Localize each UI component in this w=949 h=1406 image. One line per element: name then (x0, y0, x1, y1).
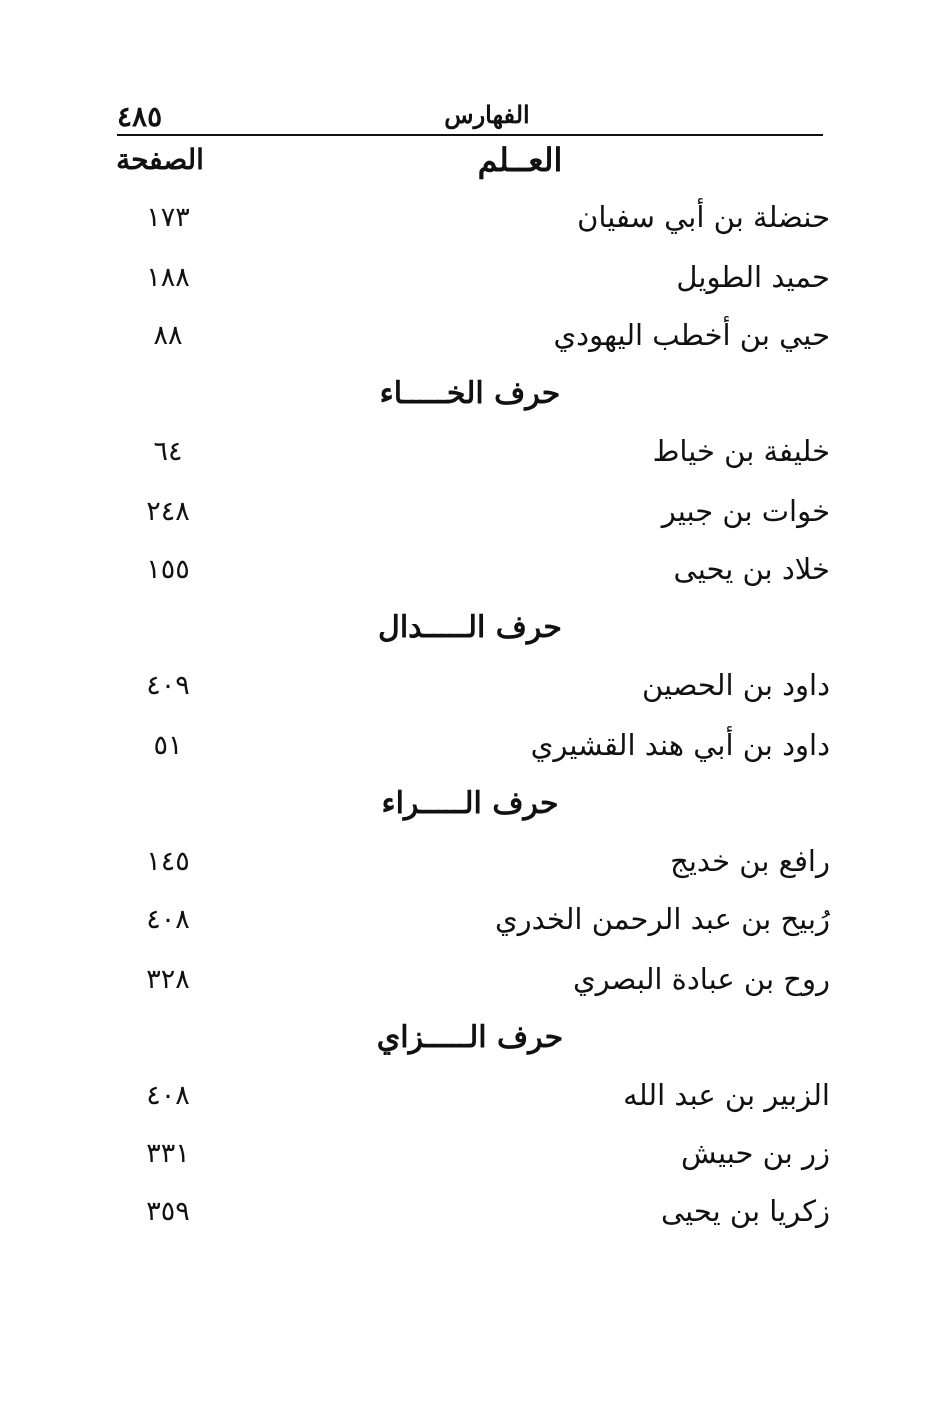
entry-name: خلاد بن يحيى (673, 552, 830, 586)
entry-page: ٤٠٨ (146, 904, 190, 935)
entry-page: ١٧٣ (146, 202, 190, 233)
entry-page: ٢٤٨ (146, 496, 190, 527)
entry-name: زر بن حبيش (681, 1136, 830, 1170)
entry-name: حميد الطويل (676, 260, 830, 294)
entry-name: داود بن الحصين (641, 668, 830, 702)
section-title: الفهارس (444, 100, 530, 129)
entry-name: حنضلة بن أبي سفيان (577, 200, 830, 234)
entry-name: رافع بن خديج (670, 844, 830, 878)
entry-page: ٨٨ (153, 320, 183, 351)
index-entry (100, 434, 830, 480)
index-entry (100, 844, 830, 890)
entry-page: ٣٥٩ (146, 1196, 190, 1227)
entry-name: زكريا بن يحيى (660, 1194, 830, 1228)
index-entry (100, 1136, 830, 1182)
entry-page: ١٤٥ (146, 846, 190, 877)
index-entry (100, 552, 830, 598)
index-entry (100, 1078, 830, 1124)
entry-name: روح بن عبادة البصري (572, 962, 830, 996)
entry-page: ١٥٥ (146, 554, 190, 585)
entry-page: ١٨٨ (146, 262, 190, 293)
letter-heading-dal: حرف الـــــدال (378, 610, 562, 645)
letter-heading-ra: حرف الـــــراء (381, 786, 559, 821)
index-entry (100, 200, 830, 246)
index-entry (100, 260, 830, 306)
index-entry (100, 1194, 830, 1240)
column-header-page: الصفحة (116, 143, 204, 176)
entry-page: ٤٠٩ (146, 670, 190, 701)
entry-page: ٥١ (153, 730, 183, 761)
entry-page: ٣٢٨ (146, 964, 190, 995)
running-header (117, 98, 823, 136)
entry-name: داود بن أبي هند القشيري (530, 728, 830, 762)
entry-name: رُبيح بن عبد الرحمن الخدري (494, 902, 830, 936)
index-entry (100, 728, 830, 774)
entry-page: ٤٠٨ (146, 1080, 190, 1111)
entry-page: ٣٣١ (146, 1138, 190, 1169)
index-entry (100, 318, 830, 364)
entry-page: ٦٤ (153, 436, 183, 467)
letter-heading-kha: حرف الخـــــاء (379, 376, 561, 411)
index-entry (100, 962, 830, 1008)
entry-name: خوات بن جبير (661, 494, 830, 528)
entry-name: حيي بن أخطب اليهودي (553, 318, 830, 352)
entry-name: الزبير بن عبد الله (623, 1078, 830, 1112)
index-entry (100, 494, 830, 540)
column-header-name: العــلم (477, 141, 563, 179)
entry-name: خليفة بن خياط (652, 434, 830, 468)
page-number: ٤٨٥ (117, 100, 163, 133)
letter-heading-zay: حرف الـــــزاي (376, 1020, 564, 1055)
index-entry (100, 902, 830, 948)
index-entry (100, 668, 830, 714)
